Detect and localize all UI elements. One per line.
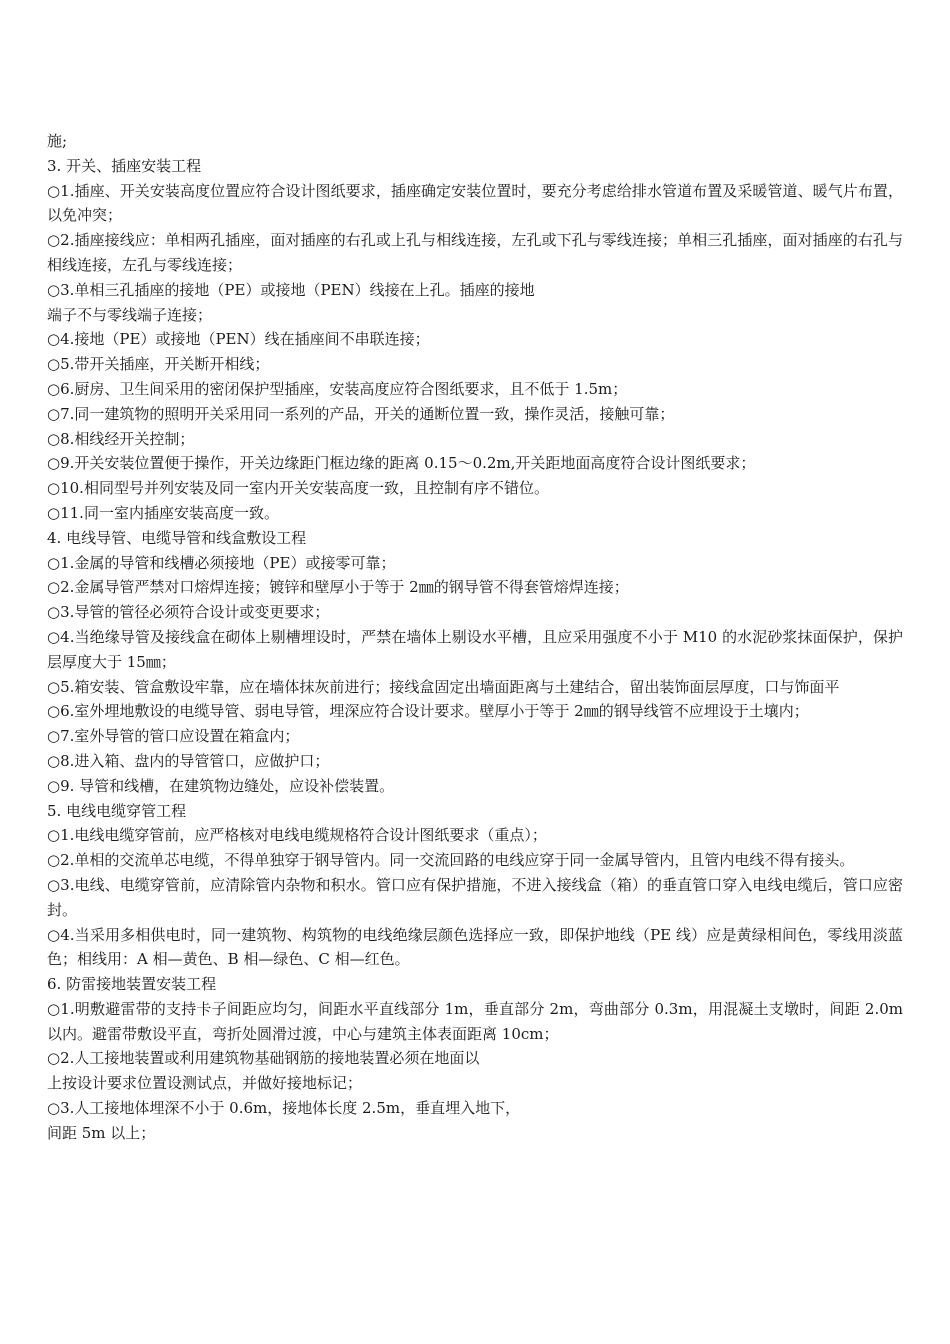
section-heading: 5. 电线电缆穿管工程 xyxy=(47,801,187,820)
text-line: 施; xyxy=(47,132,68,150)
list-item: ○1.插座、开关安装高度位置应符合设计图纸要求，插座确定安装位置时，要充分考虑给排水管道布置及采暖管道、暖气片布置，以免冲突； xyxy=(47,181,903,225)
list-item: ○5.带开关插座，开关断开相线； xyxy=(47,355,270,374)
list-item: ○2.人工接地装置或利用建筑物基础钢筋的接地装置必须在地面以 xyxy=(47,1049,480,1068)
list-item: ○3.电线、电缆穿管前，应清除管内杂物和积水。管口应有保护措施，不进入接线盒（箱）的垂直管口穿入电线电缆后，管口应密封。 xyxy=(47,875,903,919)
list-item: ○4.接地（PE）或接地（PEN）线在插座间不串联连接； xyxy=(47,330,430,349)
text-line: 上按设计要求位置设测试点，并做好接地标记； xyxy=(47,1074,363,1093)
list-item: ○1.电线电缆穿管前，应严格核对电线电缆规格符合设计图纸要求（重点）； xyxy=(47,826,547,845)
list-item: ○6.厨房、卫生间采用的密闭保护型插座，安装高度应符合图纸要求，且不低于 1.5m； xyxy=(47,379,628,398)
list-item: ○7.室外导管的管口应设置在箱盒内； xyxy=(47,727,300,746)
list-item: ○8.相线经开关控制； xyxy=(47,429,195,448)
list-item: ○1.明敷避雷带的支持卡子间距应均匀，间距水平直线部分 1m，垂直部分 2m，弯曲部分 0.3m，用混凝土支墩时，间距 2.0m 以内。避雷带敷设平直，弯折处圆滑过渡，中心与建筑主体表面距离 10cm； xyxy=(47,999,903,1043)
section-heading: 6. 防雷接地装置安装工程 xyxy=(47,975,217,994)
text-line: 端子不与零线端子连接； xyxy=(47,305,213,324)
list-item: ○8.进入箱、盘内的导管管口，应做护口； xyxy=(47,751,330,770)
list-item: ○4.当采用多相供电时，同一建筑物、构筑物的电线绝缘层颜色选择应一致，即保护地线（PE 线）应是黄绿相间色，零线用淡蓝色；相线用：A 相—黄色、B 相—绿色、C 相—红色。 xyxy=(47,925,903,969)
list-item: ○7.同一建筑物的照明开关采用同一系列的产品，开关的通断位置一致，操作灵活，接触可靠； xyxy=(47,404,675,423)
section-heading: 3. 开关、插座安装工程 xyxy=(47,156,202,175)
list-item: ○1.金属的导管和线槽必须接地（PE）或接零可靠； xyxy=(47,553,396,572)
list-item: ○6.室外埋地敷设的电缆导管、弱电导管，埋深应符合设计要求。壁厚小于等于 2㎜的钢导线管不应埋设于土壤内； xyxy=(47,702,809,721)
section-heading: 4. 电线导管、电缆导管和线盒敷设工程 xyxy=(47,528,307,547)
list-item: ○10.相同型号并列安装及同一室内开关安装高度一致，且控制有序不错位。 xyxy=(47,479,549,498)
list-item: ○2.金属导管严禁对口熔焊连接；镀锌和壁厚小于等于 2㎜的钢导管不得套管熔焊连接； xyxy=(47,578,629,597)
document-body xyxy=(47,129,903,1146)
list-item: ○4.当绝缘导管及接线盒在砌体上剔槽埋设时，严禁在墙体上剔设水平槽，且应采用强度不小于 M10 的水泥砂浆抹面保护，保护层厚度大于 15㎜； xyxy=(47,627,903,671)
list-item: ○3.导管的管径必须符合设计或变更要求； xyxy=(47,603,330,622)
list-item: ○3.单相三孔插座的接地（PE）或接地（PEN）线接在上孔。插座的接地 xyxy=(47,280,535,299)
list-item: ○5.箱安装、管盒敷设牢靠，应在墙体抹灰前进行；接线盒固定出墙面距离与土建结合，留出装饰面层厚度，口与饰面平 xyxy=(47,677,840,696)
text-line: 间距 5m 以上； xyxy=(47,1123,156,1142)
list-item: ○2.单相的交流单芯电缆，不得单独穿于钢导管内。同一交流回路的电线应穿于同一金属导管内，且管内电线不得有接头。 xyxy=(47,851,855,870)
list-item: ○9.开关安装位置便于操作，开关边缘距门框边缘的距离 0.15～0.2m,开关距地面高度符合设计图纸要求； xyxy=(47,454,756,473)
list-item: ○9. 导管和线槽，在建筑物边缝处，应设补偿装置。 xyxy=(47,776,395,795)
list-item: ○11.同一室内插座安装高度一致。 xyxy=(47,503,279,522)
list-item: ○2.插座接线应：单相两孔插座，面对插座的右孔或上孔与相线连接，左孔或下孔与零线连接；单相三孔插座，面对插座的右孔与相线连接，左孔与零线连接； xyxy=(47,231,903,274)
list-item: ○3.人工接地体埋深不小于 0.6m，接地体长度 2.5m，垂直埋入地下， xyxy=(47,1099,521,1118)
